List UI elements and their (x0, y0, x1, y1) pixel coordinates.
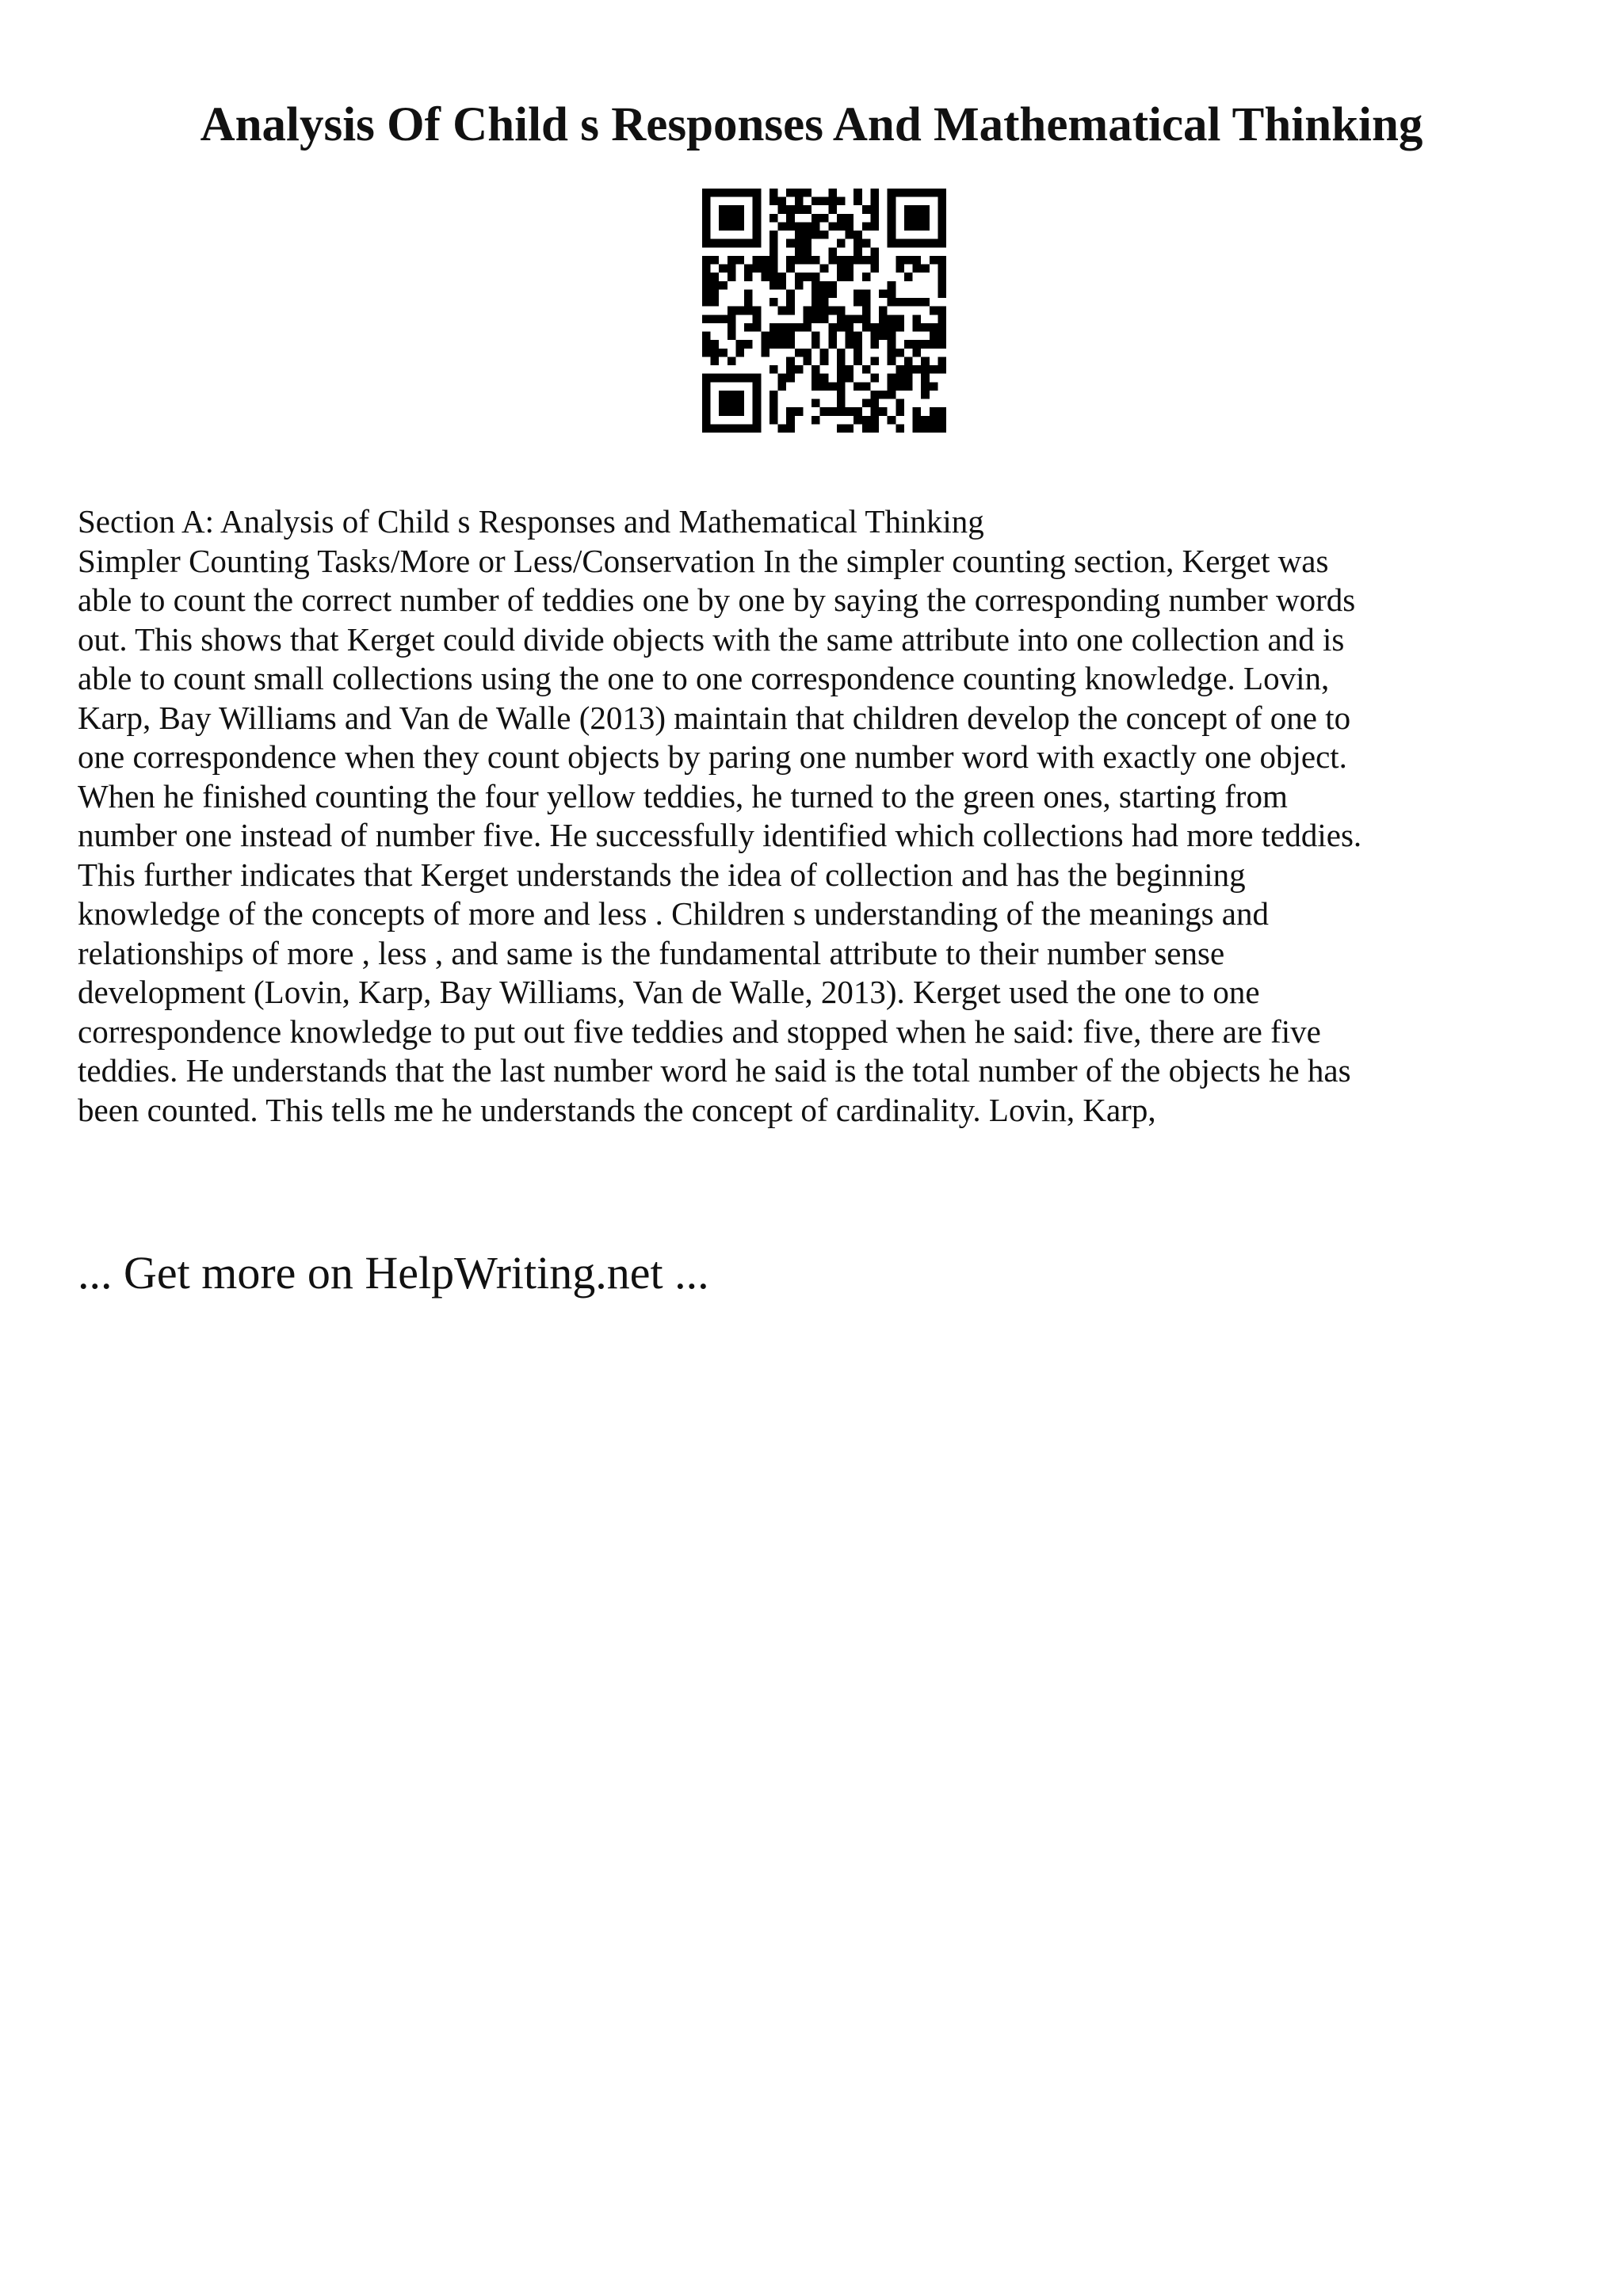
body-line: one correspondence when they count objects by paring one number word with exactly one object. (78, 738, 1347, 775)
document-title: Analysis Of Child s Responses And Mathematical Thinking (200, 98, 1423, 151)
body-line: Karp, Bay Williams and Van de Walle (2013) maintain that children develop the concept of one to (78, 699, 1351, 736)
body-line: Section A: Analysis of Child s Responses and Mathematical Thinking (78, 503, 984, 540)
body-line: correspondence knowledge to put out five teddies and stopped when he said: five, there are five (78, 1013, 1321, 1050)
body-line: relationships of more , less , and same is the fundamental attribute to their number sense (78, 934, 1225, 971)
document-body (78, 502, 1568, 1130)
body-line: able to count the correct number of teddies one by one by saying the corresponding number words (78, 582, 1356, 618)
body-line: Simpler Counting Tasks/More or Less/Conservation In the simpler counting section, Kerget was (78, 542, 1329, 579)
qr-code-icon[interactable] (702, 189, 946, 433)
get-more-link[interactable]: ... Get more on HelpWriting.net ... (78, 1247, 709, 1299)
body-line: This further indicates that Kerget understands the idea of collection and has the beginning (78, 856, 1246, 893)
body-line: out. This shows that Kerget could divide objects with the same attribute into one collection and is (78, 620, 1345, 658)
body-line: knowledge of the concepts of more and less . Children s understanding of the meanings and (78, 895, 1269, 932)
body-line: development (Lovin, Karp, Bay Williams, Van de Walle, 2013). Kerget used the one to one (78, 974, 1260, 1010)
body-line: able to count small collections using the one to one correspondence counting knowledge. Lovin, (78, 660, 1330, 696)
body-line: number one instead of number five. He successfully identified which collections had more teddies. (78, 817, 1362, 853)
body-line: been counted. This tells me he understands the concept of cardinality. Lovin, Karp, (78, 1091, 1156, 1128)
body-line: teddies. He understands that the last number word he said is the total number of the objects he has (78, 1052, 1351, 1089)
body-line: When he finished counting the four yellow teddies, he turned to the green ones, starting from (78, 777, 1288, 814)
